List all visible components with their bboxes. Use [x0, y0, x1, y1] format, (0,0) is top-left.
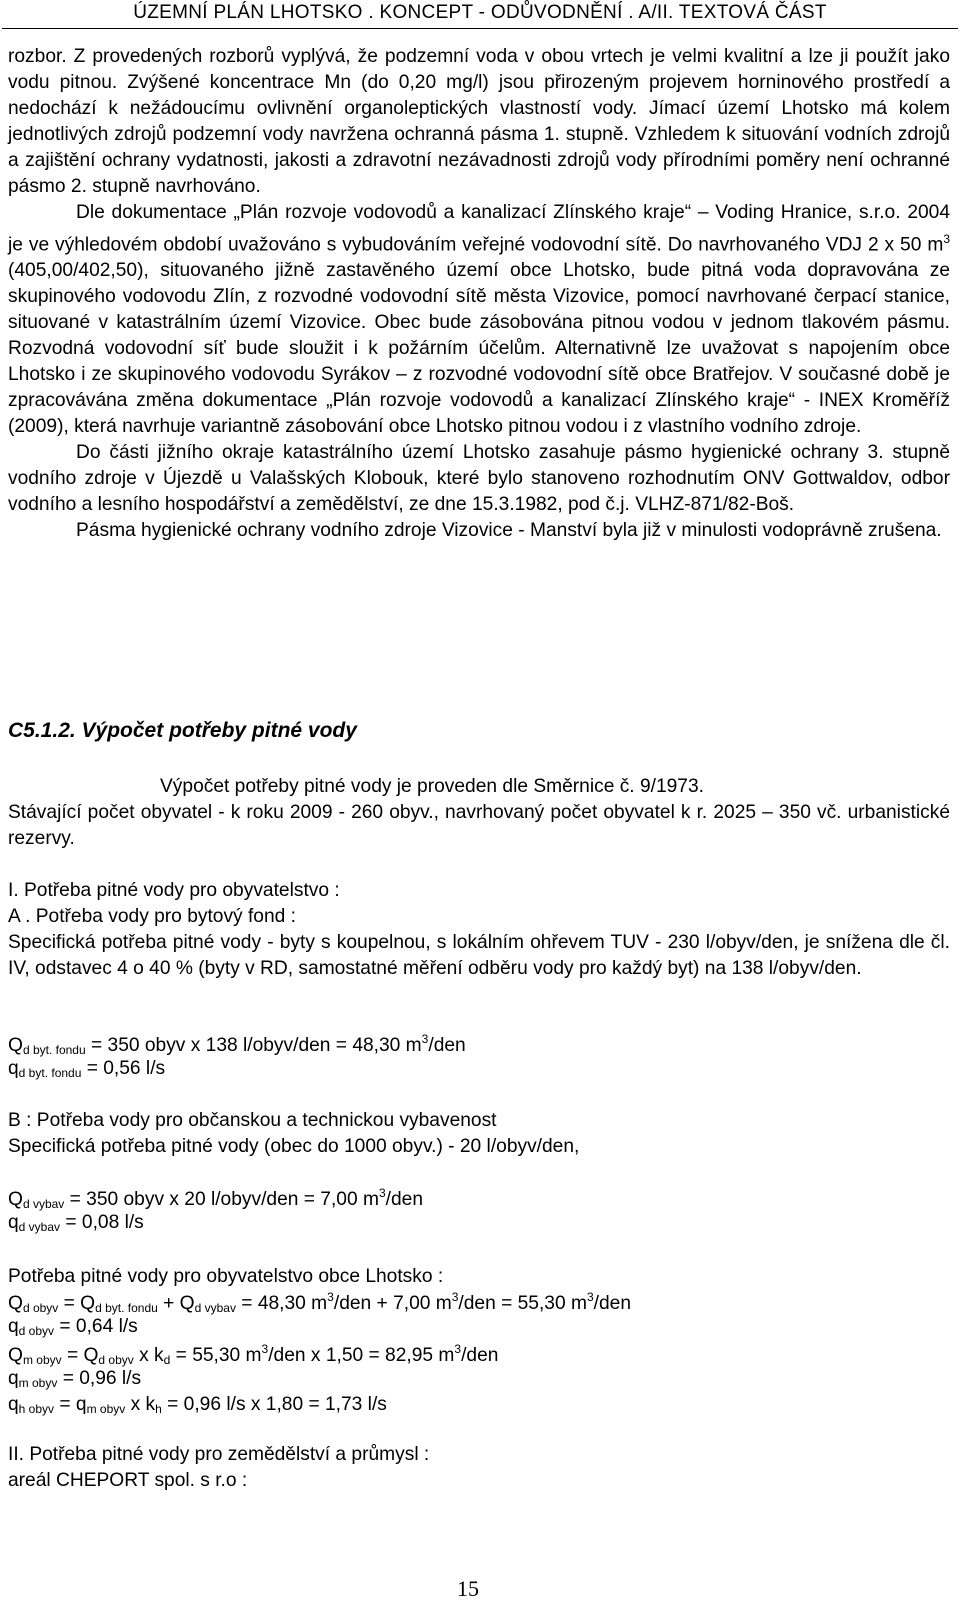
formula-q-byt-fondu: $Q_{d byt. fondu} = 350$ obyv x 138 l/obyv/den = 48,30 $m^3$/den — [8, 1032, 466, 1057]
page-header: ÚZEMNÍ PLÁN LHOTSKO . KONCEPT - ODŮVODNĚNÍ . A/II. TEXTOVÁ ČÁST — [133, 2, 827, 23]
body-text — [8, 44, 950, 544]
formula-q-obyv: $Q_{d obyv} = Q_{d byt. fondu} + Q_{d vybav} = 48,30$ $m^3$/den + 7,00 $m^3$/den = 55,30 $m^3$/den — [8, 1290, 632, 1315]
superscript-3: 3 — [943, 232, 950, 246]
formula-qs-vybav: $q_{d vybav} = 0,08$ l/s — [8, 1212, 144, 1234]
calc-intro-line1: Výpočet potřeby pitné vody je proveden dle Směrnice č. 9/1973. — [160, 776, 704, 797]
formula-qs-obyv: $q_{d obyv} = 0,64$ l/s — [8, 1316, 138, 1338]
partB-title: B : Potřeba vody pro občanskou a technickou vybavenost — [8, 1110, 497, 1131]
part1-title: I. Potřeba pitné vody pro obyvatelstvo : — [8, 880, 340, 901]
formula-qs-byt-fondu: $q_{d byt. fondu} = 0,56$ l/s — [8, 1058, 166, 1080]
formula-q-m-obyv: $Q_{m obyv} = Q_{d obyv}$ x $k_d = 55,30$ $m^3$/den x 1,50 = 82,95 $m^3$/den — [8, 1342, 499, 1367]
part2-text: areál CHEPORT spol. s r.o : — [8, 1470, 248, 1491]
partB-text: Specifická potřeba pitné vody (obec do 1000 obyv.) - 20 l/obyv/den, — [8, 1136, 580, 1157]
paragraph-vizovice-zone: Pásma hygienické ochrany vodního zdroje Vizovice - Manství byla již v minulosti vodoprávně zrušena. — [76, 520, 942, 542]
part2-title: II. Potřeba pitné vody pro zemědělství a průmysl : — [8, 1444, 430, 1465]
formula-q-vybav: $Q_{d vybav} = 350$ obyv x 20 l/obyv/den = 7,00 $m^3$/den — [8, 1186, 424, 1211]
paragraph-water-supply-plan-part2: (405,00/402,50), situovaného jižně zastavěného území obce Lhotsko, bude pitná voda dopravována ze skupinového vodovodu Zlín, z rozvodné vodovodní sítě města Vizovice, pomocí navrhované čerpací stanice, situované v katastrálním území Vizovice. Obec bude zásobována pitnou vodou v jednom tlakovém pásmu. Rozvodná vodovodní síť bude sloužit i k požárním účelům. Alternativně lze uvažovat s napojením obce Lhotsko i ze skupinového vodovodu Syrákov – z rozvodné vodovodní sítě obce Bratřejov. V současné době je zpracovávána změna dokumentace „Plán rozvoje vodovodů a kanalizací Zlínského kraje“ - INEX Kroměříž (2009), která navrhuje variantně zásobování obce Lhotsko pitnou vodou i z vlastního vodního zdroje. — [8, 260, 950, 438]
paragraph-hygienic-zone: Do části jižního okraje katastrálního území Lhotsko zasahuje pásmo hygienické ochrany 3. stupně vodního zdroje v Újezdě u Valašských Klobouk, které bylo stanoveno rozhodnutím ONV Gottwaldov, odbor vodního a lesního hospodářství a zemědělství, ze dne 15.3.1982, pod č.j. VLHZ-871/82-Boš. — [8, 442, 950, 516]
calc-total-title: Potřeba pitné vody pro obyvatelstvo obce Lhotsko : — [8, 1266, 444, 1287]
formula-qs-m-obyv: $q_{m obyv} = 0,96$ l/s — [8, 1368, 142, 1390]
paragraph-water-supply-plan-part1: Dle dokumentace „Plán rozvoje vodovodů a kanalizací Zlínského kraje“ – Voding Hranice, s.r.o. 2004 je ve výhledovém období uvažováno s vybudováním veřejné vodovodní sítě. Do navrhovaného VDJ 2 x 50 m — [8, 202, 950, 256]
page-number: 15 — [457, 1576, 479, 1601]
section-heading: C5.1.2. Výpočet potřeby pitné vody — [8, 719, 357, 742]
calc-intro-line2: Stávající počet obyvatel - k roku 2009 - 260 obyv., navrhovaný počet obyvatel k r. 2025 – 350 vč. urbanistické rezervy. — [8, 802, 950, 849]
header-divider — [2, 28, 958, 29]
calc-part-a — [8, 878, 950, 982]
calc-part-b — [8, 1108, 950, 1160]
calc-intro — [8, 774, 950, 852]
partA-title: A . Potřeba vody pro bytový fond : — [8, 906, 296, 927]
calc-part-2 — [8, 1442, 950, 1494]
paragraph-groundwater: rozbor. Z provedených rozborů vyplývá, že podzemní voda v obou vrtech je velmi kvalitní a lze ji použít jako vodu pitnou. Zvýšené koncentrace Mn (do 0,20 mg/l) jsou přirozeným projevem horninového prostředí a nedochází k nežádoucímu ovlivnění organoleptických vlastností vody. Jímací území Lhotsko má kolem jednotlivých zdrojů podzemní vody navržena ochranná pásma 1. stupně. Vzhledem k situování vodních zdrojů a zajištění ochrany vydatnosti, jakosti a zdravotní nezávadnosti zdrojů vody přírodními poměry není ochranné pásmo 2. stupně navrhováno. — [8, 46, 950, 197]
paragraph-water-supply-plan — [8, 200, 950, 440]
formula-qs-h-obyv: $q_{h obyv} = q_{m obyv}$ x $k_h = 0,96$ l/s x 1,80 = 1,73 l/s — [8, 1394, 387, 1416]
partA-text: Specifická potřeba pitné vody - byty s koupelnou, s lokálním ohřevem TUV - 230 l/obyv/den, je snížena dle čl. IV, odstavec 4 o 40 % (byty v RD, samostatné měření odběru vody pro každý byt) na 138 l/obyv/den. — [8, 932, 950, 979]
